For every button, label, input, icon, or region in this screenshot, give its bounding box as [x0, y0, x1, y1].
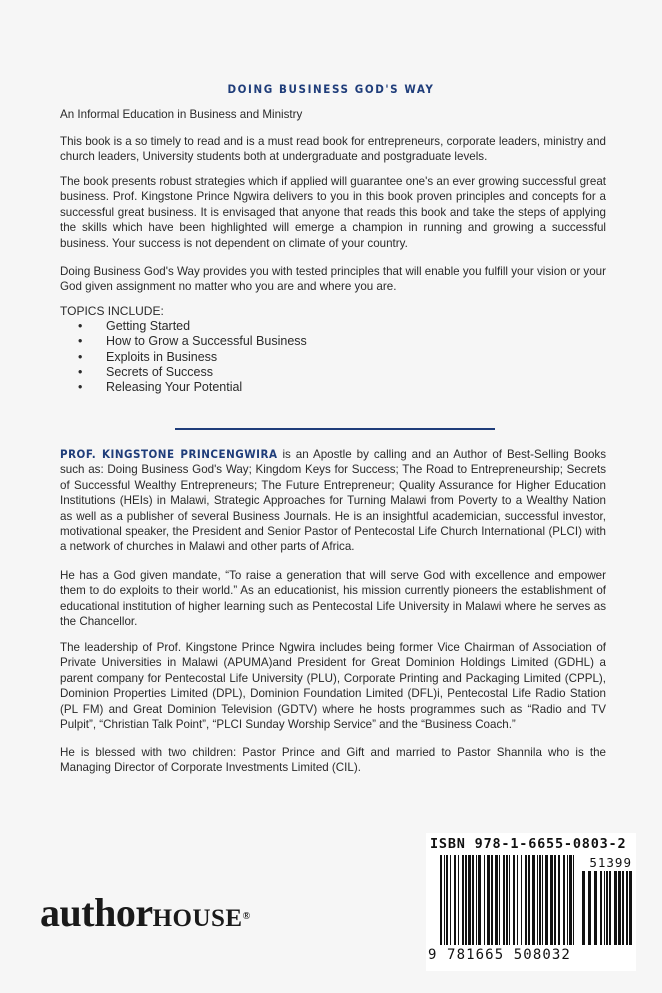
barcode-bar	[521, 855, 522, 945]
barcode-bar	[573, 855, 574, 945]
barcode-bar	[550, 855, 553, 945]
barcode-bar	[513, 855, 515, 945]
barcode-bar	[476, 855, 477, 945]
barcode-addon-bar	[618, 871, 621, 945]
barcode-bar	[503, 855, 505, 945]
author-paragraph-4: He is blessed with two children: Pastor Prince and Gift and married to Pastor Shannila who is the Managing Director of Corporate Investments Limited (CIL).	[60, 746, 606, 775]
author-name: PROF. KINGSTONE PRINCENGWIRA	[60, 447, 278, 461]
barcode-bar	[558, 855, 560, 945]
author-bio-text: is an Apostle by calling and an Author of Best-Selling Books such as: Doing Business God's Way; Kingdom Keys for Success; The Road to Entrepreneurship; Secrets of Successful Wealthy Entrepreneurs; The Future Entrepreneur; Quality Assurance for Higher Education Institutions (HEIs) in Malawi, Strategic Approaches for Turning Malawi from Poverty to a Wealthy Nation as well as a publisher of several Business Journals. He is an insightful academician, successful investor, motivational speaker, the President and Senior Pastor of Pentecostal Life Church International (PLCI) with a network of churches in Malawi and other parts of Africa.	[60, 448, 606, 554]
barcode-addon-bar	[606, 871, 608, 945]
author-paragraph-3: The leadership of Prof. Kingstone Prince Ngwira includes being former Vice Chairman of Association of Private Universities in Malawi (APUMA)and President for Great Dominion Holdings Limited (GDHL) a parent company for Pentecostal Life University (PLU), Corporate Printing and Packaging Limited (CPPL), Dominion Properties Limited (DPL), Dominion Foundation Limited (DFL)i, Pentecostal Life Radio Station (PL FM) and Great Dominion Television (GDTV) where he hosts programmes such as “Radio and TV Pulpit”, “Christian Talk Point”, “PLCI Sunday Worship Service” and the “Business Coach.”	[60, 641, 606, 732]
barcode-bar	[444, 855, 445, 945]
barcode-addon-bar	[600, 871, 602, 945]
bullet-icon: •	[78, 349, 83, 364]
barcode-bar	[525, 855, 527, 945]
barcode-bar	[495, 855, 498, 945]
barcode-bar	[509, 855, 510, 945]
topics-section	[60, 304, 307, 395]
barcode-addon-bar	[614, 871, 617, 945]
barcode-bar	[465, 855, 467, 945]
barcode-bar	[567, 855, 568, 945]
book-title: DOING BUSINESS GOD'S WAY	[227, 82, 435, 96]
isbn-number: ISBN 978-1-6655-0803-2	[430, 836, 627, 852]
barcode-bar	[532, 855, 535, 945]
barcode-bar	[450, 855, 451, 945]
topics-list	[60, 319, 307, 395]
barcode-addon-bar	[588, 871, 591, 945]
barcode-bar	[484, 855, 485, 945]
topic-item: • How to Grow a Successful Business	[78, 334, 307, 349]
barcode-bar	[454, 855, 456, 945]
barcode-addon-bar	[629, 871, 632, 945]
author-bio-paragraph	[60, 447, 606, 555]
topic-item: • Releasing Your Potential	[78, 380, 243, 395]
bullet-icon: •	[78, 380, 83, 395]
barcode-bar	[517, 855, 518, 945]
barcode-digits: 9 781665 508032	[428, 947, 571, 963]
barcode-bar	[462, 855, 464, 945]
barcode-bar	[563, 855, 565, 945]
publisher-logo: authorHOUSE®	[40, 890, 250, 935]
barcode-bar	[472, 855, 474, 945]
barcode-bar	[446, 855, 448, 945]
barcode-bar	[468, 855, 471, 945]
barcode-addon-bar	[582, 871, 585, 945]
barcode-bar	[487, 855, 490, 945]
blurb-paragraph-3: Doing Business God's Way provides you with tested principles that will enable you fulfill your vision or your God given assignment no matter who you are and where you are.	[60, 265, 606, 294]
author-paragraph-2: He has a God given mandate, “To raise a generation that will serve God with excellence and empower them to do exploits to their world.” As an educationist, his mission currently pioneers the establishment of educational institution of higher learning such as Pentecostal Life University in Malawi where he serves as the Chancellor.	[60, 569, 606, 629]
blurb-paragraph-1: This book is a so timely to read and is a must read book for entrepreneurs, corporate leaders, ministry and church leaders, University students both at undergraduate and postgraduate levels.	[60, 135, 606, 164]
barcode-bar	[528, 855, 530, 945]
bullet-icon: •	[78, 364, 83, 379]
bullet-icon: •	[78, 334, 83, 349]
barcode-bar	[499, 855, 500, 945]
barcode-addon-bar	[609, 871, 611, 945]
barcode-bar	[542, 855, 543, 945]
topic-item: • Getting Started	[78, 319, 191, 334]
barcode-addon-number: 51399	[589, 855, 632, 870]
barcode-bar	[545, 855, 548, 945]
topics-heading: TOPICS INCLUDE:	[60, 304, 164, 318]
barcode-addon-bar	[594, 871, 597, 945]
barcode-bar	[569, 855, 572, 945]
barcode-bar	[440, 855, 442, 945]
barcode-bar	[458, 855, 459, 945]
isbn-barcode	[426, 833, 636, 971]
bullet-icon: •	[78, 319, 83, 334]
book-subtitle: An Informal Education in Business and Ministry	[60, 108, 303, 121]
barcode-addon-bar	[604, 871, 605, 945]
barcode-bar	[554, 855, 556, 945]
barcode-addon-bar	[622, 871, 624, 945]
barcode-addon-bar	[626, 871, 628, 945]
barcode-bar	[478, 855, 481, 945]
topic-item: • Exploits in Business	[78, 349, 218, 364]
barcode-bar	[506, 855, 508, 945]
barcode-bar	[537, 855, 538, 945]
barcode-bar	[539, 855, 541, 945]
blurb-paragraph-2: The book presents robust strategies which if applied will guarantee one's an ever growing successful great business. Prof. Kingstone Prince Ngwira delivers to you in this book proven principles and concepts for a successful great business. It is envisaged that anyone that reads this book and take the steps of applying the skills which have been highlighted will emerge a champion in running and growing a successful business. Your success is not dependent on climate of your country.	[60, 175, 606, 250]
section-divider	[175, 428, 495, 430]
barcode-bar	[491, 855, 493, 945]
topic-item: • Secrets of Success	[78, 364, 213, 379]
